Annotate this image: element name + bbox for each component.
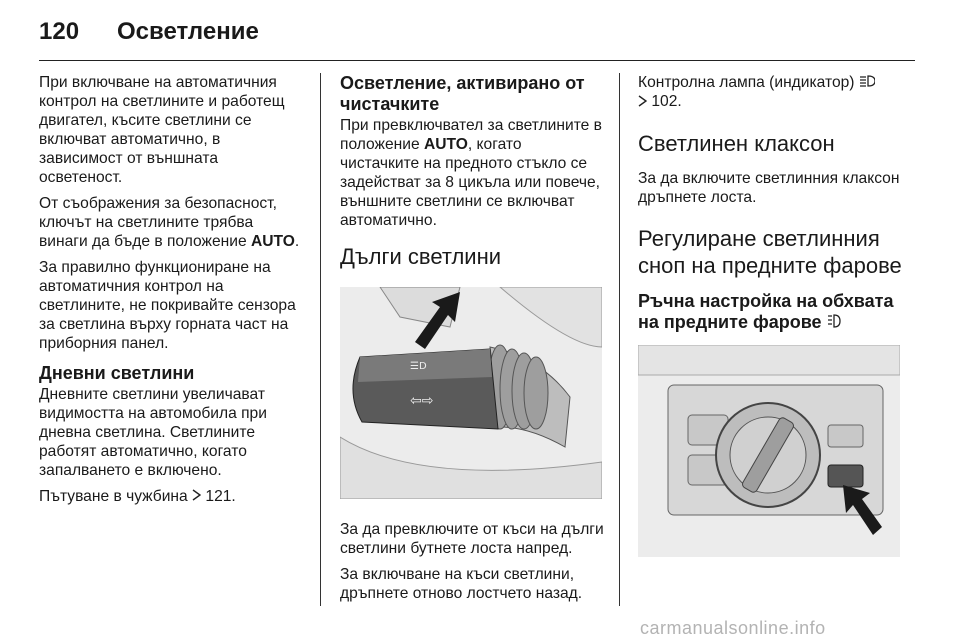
page-header: [39, 14, 919, 50]
heading-high-beam: Дълги светлини: [340, 244, 502, 269]
paragraph-sensor: За правилно функциониране на автоматичния контрол на светлините, не покривайте сензора за светлина върху горната част на приборния панел.: [39, 259, 296, 352]
watermark: carmanualsonline.info: [640, 618, 826, 638]
column-divider-2: [619, 73, 620, 606]
column-3: [638, 73, 904, 562]
indicator-text: Контролна лампа (индикатор): [638, 74, 859, 91]
page-title: Осветление: [117, 18, 259, 45]
abroad-text: Пътуване в чужбина: [39, 488, 193, 505]
headlight-range-icon: [827, 313, 841, 334]
heading-headlight-range: Регулиране светлинния сноп на предните фарове: [638, 225, 902, 278]
paragraph-wiper: [340, 116, 605, 230]
manual-range-text: Ръчна настройка на обхвата на предните фарове: [638, 290, 894, 332]
paragraph-auto-light: При включване на автоматичния контрол на светлините и работещ двигател, късите светлини се включват автоматично, в зависимост от външната осветеност.: [39, 74, 285, 186]
heading-daytime-lights: Дневни светлини: [39, 363, 195, 383]
wiper-end: , когато чистачките на предното стъкло се задействат за 8 цикъла или повече, външните светлини се включват автоматично.: [340, 136, 600, 229]
column-divider-1: [320, 73, 321, 606]
column-2: [340, 73, 605, 610]
wiper-text: При превключвател за светлините в положение: [340, 117, 602, 153]
column-1: [39, 73, 301, 513]
figure-light-switch: [638, 345, 900, 557]
figure-light-stalk: [340, 287, 602, 499]
heading-headlight-flash: Светлинен клаксон: [638, 130, 835, 156]
paragraph-safety: [39, 194, 301, 251]
auto-label: AUTO: [250, 233, 295, 250]
paragraph-indicator: [638, 73, 904, 112]
svg-text:☰D: ☰D: [410, 361, 427, 372]
heading-wiper-lights: Осветление, активирано от чистачките: [340, 73, 585, 114]
page-number: 120: [39, 18, 80, 45]
header-rule: [39, 60, 915, 61]
page-reference-icon: [638, 93, 647, 112]
paragraph-abroad: [39, 487, 301, 506]
paragraph-high-on: За да превключите от къси на дълги светлини бутнете лоста напред.: [340, 521, 604, 557]
safety-text: От съображения за безопасност, ключът на светлините трябва винаги да бъде в положение: [39, 195, 277, 250]
heading-manual-range: [638, 291, 904, 334]
page-reference-icon: [192, 487, 201, 506]
abroad-page-ref[interactable]: 121.: [205, 488, 236, 505]
paragraph-low-on: За включване на къси светлини, дръпнете отново лостчето назад.: [340, 566, 583, 602]
safety-end: .: [294, 233, 300, 250]
paragraph-flash: За да включите светлинния клаксон дръпнете лоста.: [638, 169, 900, 206]
high-beam-icon: [859, 73, 875, 92]
auto-label-2: AUTO: [423, 136, 468, 153]
paragraph-daytime: Дневните светлини увеличават видимостта на автомобила при дневна светлина. Светлините работят автоматично, когато запалването е включено.: [39, 386, 267, 479]
svg-text:⇦⇨: ⇦⇨: [410, 393, 434, 409]
indicator-page-ref[interactable]: 102.: [651, 93, 682, 111]
